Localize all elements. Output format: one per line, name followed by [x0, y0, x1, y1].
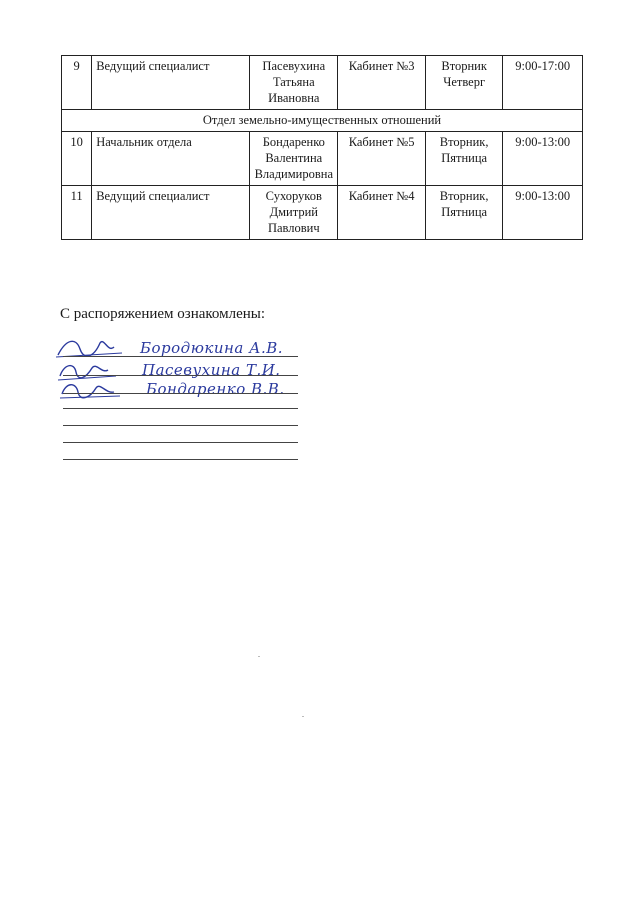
row-position: Начальник отдела — [92, 132, 250, 186]
row-number: 10 — [62, 132, 92, 186]
scan-speck — [302, 716, 304, 717]
row-room: Кабинет №4 — [338, 186, 426, 240]
signature-1-text: Бородюкина А.В. — [140, 339, 284, 357]
table-row — [62, 186, 583, 240]
row-days — [425, 132, 503, 186]
row-position: Ведущий специалист — [92, 186, 250, 240]
section-title: Отдел земельно-имущественных отношений — [62, 110, 583, 132]
name-line: Дмитрий — [269, 205, 318, 219]
signature-line-7 — [63, 459, 298, 460]
row-days — [425, 56, 503, 110]
schedule-table — [61, 55, 583, 240]
signature-3 — [56, 378, 346, 404]
row-room: Кабинет №3 — [338, 56, 426, 110]
name-line: Пасевухина — [262, 59, 326, 73]
signature-line-4 — [63, 408, 298, 409]
table-row — [62, 56, 583, 110]
signature-line-2 — [63, 375, 298, 376]
row-room: Кабинет №5 — [338, 132, 426, 186]
row-employee-name — [250, 56, 338, 110]
signature-line-5 — [63, 425, 298, 426]
row-hours: 9:00-13:00 — [503, 186, 583, 240]
scan-speck — [258, 656, 260, 657]
day-line: Четверг — [443, 75, 486, 89]
day-line: Пятница — [441, 205, 488, 219]
row-employee-name — [250, 186, 338, 240]
signature-2-text: Пасевухина Т.И. — [142, 361, 281, 379]
signature-3-text: Бондаренко В.В. — [146, 380, 285, 398]
signature-line-3 — [63, 393, 298, 394]
signature-line-1 — [63, 356, 298, 357]
name-line: Бондаренко — [262, 135, 325, 149]
name-line: Владимировна — [254, 167, 333, 181]
row-number: 9 — [62, 56, 92, 110]
day-line: Вторник, — [439, 135, 489, 149]
row-hours: 9:00-13:00 — [503, 132, 583, 186]
name-line: Павлович — [267, 221, 320, 235]
name-line: Ивановна — [268, 91, 320, 105]
name-line: Татьяна — [272, 75, 315, 89]
signature-3-drawing — [56, 378, 346, 404]
acknowledgement-label: С распоряжением ознакомлены: — [60, 306, 266, 322]
row-position: Ведущий специалист — [92, 56, 250, 110]
day-line: Вторник — [441, 59, 487, 73]
row-employee-name — [250, 132, 338, 186]
name-line: Сухоруков — [265, 189, 322, 203]
name-line: Валентина — [265, 151, 323, 165]
table-row — [62, 132, 583, 186]
signature-line-6 — [63, 442, 298, 443]
section-row — [62, 110, 583, 132]
day-line: Вторник, — [439, 189, 489, 203]
row-number: 11 — [62, 186, 92, 240]
row-hours: 9:00-17:00 — [503, 56, 583, 110]
day-line: Пятница — [441, 151, 488, 165]
row-days — [425, 186, 503, 240]
